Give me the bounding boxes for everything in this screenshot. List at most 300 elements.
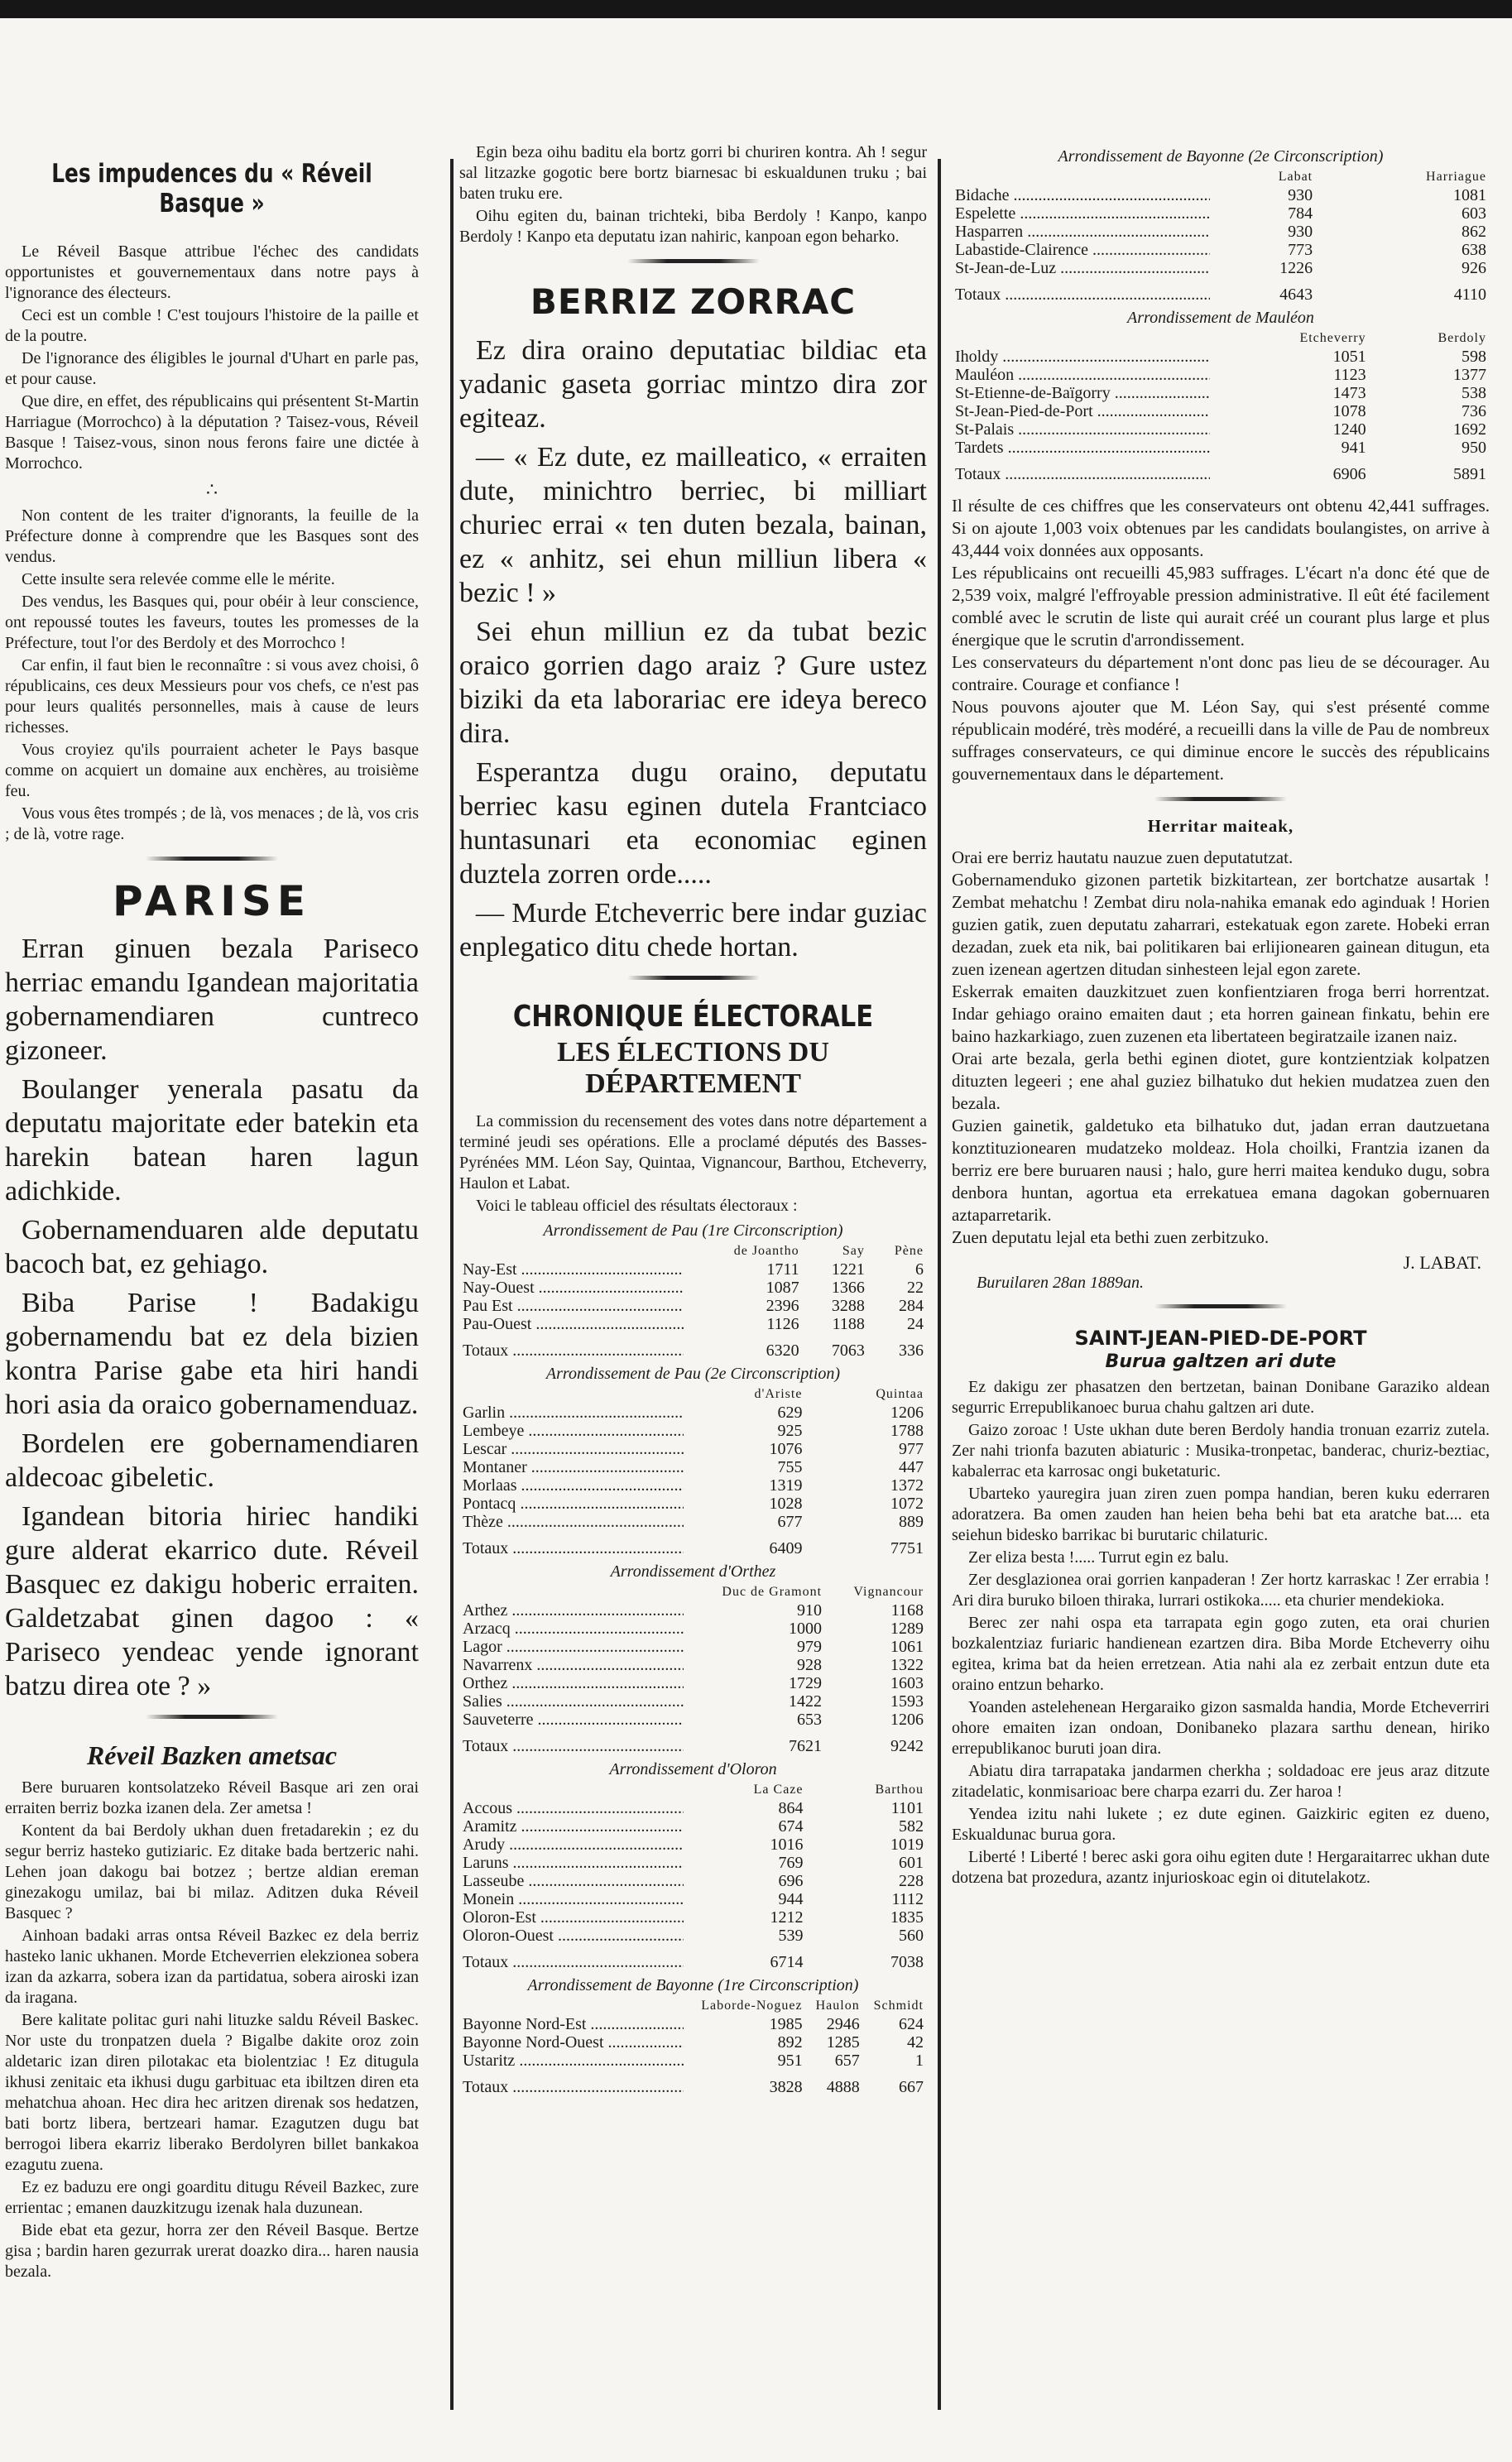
results-table [459, 1242, 927, 1360]
article-body [459, 334, 927, 964]
canton-name: Tardets ..... [952, 439, 1210, 457]
table-row [952, 186, 1490, 204]
vote-count: 1788 [890, 1422, 924, 1440]
table-row [459, 1297, 927, 1315]
vote-count: 1081 [1453, 186, 1486, 204]
table-row [459, 1458, 927, 1476]
canton-name: Garlin ..... [459, 1404, 684, 1422]
paragraph: Erran ginuen bezala Pariseco herriac emandu Igandean majoritatia gobernamendiaren cuntreco gizoneer. [5, 933, 419, 1066]
vote-count: 1711 [766, 1260, 799, 1279]
vote-count: 1422 [789, 1692, 823, 1711]
paragraph: Abiatu dira tarrapataka jandarmen cherkha ; soldadoac ere jeus araz ditzute zitadelatic, konmisarioac bere charpa ezarri du. Zer haroa ! [952, 1762, 1490, 1801]
vote-count: 769 [778, 1854, 804, 1872]
table-title: Arrondissement de Mauléon [1127, 309, 1314, 327]
canton-name: Arudy ..... [459, 1836, 684, 1854]
separator [146, 1715, 278, 1719]
paragraph: Yoanden astelehenean Hergaraiko gizon sasmalda handia, Morde Etcheverriri ohore emaiten izan ondoan, Donibaneko plazara sarthu denean, hiriko errepublikanoc buruti joan dira. [952, 1698, 1490, 1758]
section-subtitle: Burua galtzen ari dute [1105, 1351, 1337, 1372]
canton-name: Bidache ..... [952, 186, 1210, 204]
table-row [952, 402, 1490, 420]
total-label: Totaux ..... [952, 457, 1210, 483]
vote-count: 1123 [1333, 366, 1366, 384]
column-header: Quintaa [876, 1387, 924, 1401]
table-header [952, 168, 1490, 186]
table-total-row [459, 1531, 927, 1557]
paragraph: Gaizo zoroac ! Uste ukhan dute beren Berdoly handia tronuan ezarriz zutela. Zer nahi trionfa bazuten abiaturic : Musika-tronpetac, banderac, churiz-beztiac, kabalerrac eta karrosac ongi buketaturic. [952, 1421, 1490, 1481]
paragraph: Vous croyiez qu'ils pourraient acheter le Pays basque comme on acquiert un domaine aux enchères, au troisième feu. [5, 741, 419, 800]
table-row [459, 1692, 927, 1711]
paragraph: Cette insulte sera relevée comme elle le mérite. [22, 570, 335, 588]
paragraph: Berec zer nahi ospa eta tarrapata egin gogo zuten, eta orai churien bozkalentziaz furiaric handienean ezartzen dira. Biba Morde Etcheverry oihu egitea, krima bat da heien erretzean. Atia nahi ala ez zerbait entzun dute eta oraino entzun beharko. [952, 1614, 1490, 1694]
table-row [459, 1620, 927, 1638]
table-total-row [459, 1729, 927, 1755]
vote-count: 629 [777, 1404, 803, 1422]
vote-count: 24 [907, 1315, 924, 1333]
canton-name: Sauveterre ..... [459, 1711, 684, 1729]
vote-count: 674 [778, 1817, 804, 1836]
table-row [952, 223, 1490, 241]
vote-count: 977 [899, 1440, 924, 1458]
canton-name: Laruns ..... [459, 1854, 684, 1872]
total-value: 7038 [890, 1953, 924, 1971]
total-value: 6409 [769, 1539, 803, 1557]
total-value: 7751 [890, 1539, 924, 1557]
vote-count: 1319 [769, 1476, 803, 1495]
canton-name: Orthez ..... [459, 1674, 684, 1692]
results-table [459, 1385, 927, 1557]
date-line: Buruilaren 28an 1889an. [977, 1274, 1145, 1292]
column-rule [938, 159, 941, 2410]
paragraph: Egin beza oihu baditu ela bortz gorri bi churiren kontra. Ah ! segur sal litzazke gogotic bere bortz biarnesac bi eskualdunen truku ; bai baten truku ere. [459, 143, 927, 203]
paragraph: Ceci est un comble ! C'est toujours l'histoire de la paille et de la poutre. [5, 306, 419, 345]
vote-count: 2946 [826, 2015, 860, 2033]
table-total-row [459, 1945, 927, 1971]
paragraph: Car enfin, il faut bien le reconnaître : si vous avez choisi, ô républicains, ces deux Messieurs pour vos chefs, ce n'est pas pour leurs qualités personnelles, mais à cause de leurs richesses. [5, 656, 419, 737]
article-body [5, 506, 419, 845]
vote-count: 864 [778, 1799, 804, 1817]
paragraph: Esperantza dugu oraino, deputatu berriec kasu eginen dutela Frantciaco huntasunari eta economiac eginen duztela zorren orde..... [459, 757, 927, 890]
paragraph: Bide ebat eta gezur, horra zer den Réveil Basque. Bertze gisa ; bardin haren gezurrak urerat doazko dira... haren nausia bezala. [5, 2221, 419, 2281]
table-title: Arrondissement de Pau (2e Circonscription) [545, 1365, 841, 1383]
paragraph: — « Ez dute, ez mailleatico, « erraiten dute, minichtro berriec, bi milliart churiec errai « ten duten bezala, bainan, ez « anhitz, sei ehun milliun libera « bezic ! » [459, 442, 927, 608]
total-value: 6320 [766, 1341, 799, 1360]
total-label: Totaux ..... [459, 1531, 684, 1557]
article-body [952, 1377, 1490, 1888]
table-row [459, 1279, 927, 1297]
section-title: BERRIZ ZORRAC [530, 281, 857, 322]
paragraph: Guzien gainetik, galdetuko eta bilhatuko dut, jadan erran dautzuetana konztituzionearen mudatzeko moldeaz. Hola choilki, Frantzia izanen da berriz ere bere buruaren nausi ; halo, gure herri maitea kenduko dugu, sobra denbora huntan, agortua eta errekatuea emana dagokan gobernuaren aztaparretarik. [952, 1116, 1490, 1225]
paragraph: Gobernamenduaren alde deputatu bacoch bat, ez gehiago. [5, 1215, 419, 1279]
vote-count: 1087 [766, 1279, 799, 1297]
vote-count: 941 [1341, 439, 1366, 457]
vote-count: 862 [1462, 223, 1486, 241]
ornament: ∴ [206, 479, 218, 500]
table-row [952, 204, 1490, 223]
column-header: de Joantho [733, 1244, 799, 1258]
table-header [459, 1385, 927, 1404]
vote-count: 1603 [890, 1674, 924, 1692]
canton-name: Salies ..... [459, 1692, 684, 1711]
total-value: 5891 [1453, 465, 1486, 483]
paragraph: Eskerrak emaiten dauzkitzuet zuen konfientziaren froga berri horrentzat. Indar gehiago oraino emaiten daut ; eta horren gainean finkatu, behin ere baino hazkarkiago, zuen zuzenen eta libertateen begiratzaile izanen naiz. [952, 981, 1490, 1046]
table-row [459, 1476, 927, 1495]
table-header [952, 329, 1490, 348]
vote-count: 1206 [890, 1404, 924, 1422]
column-header: Vignancour [853, 1585, 924, 1599]
table-row [459, 1854, 927, 1872]
paragraph: Que dire, en effet, des républicains qui présentent St-Martin Harriague (Morrochco) à la députation ? Taisez-vous, Réveil Basque ! Taisez-vous, sinon nous ferons faire une dictée à Morrochco. [5, 392, 419, 473]
table-header [459, 1583, 927, 1601]
paragraph: Voici le tableau officiel des résultats électoraux : [476, 1197, 798, 1215]
vote-count: 950 [1462, 439, 1486, 457]
table-row [459, 1711, 927, 1729]
table-row [459, 2052, 927, 2070]
total-label: Totaux ..... [459, 1945, 684, 1971]
vote-count: 582 [899, 1817, 924, 1836]
paragraph: Sei ehun milliun ez da tubat bezic oraico gorrien dago araiz ? Gure ustez biziki da eta laborariac ere ideya bereco dira. [459, 617, 927, 749]
table-total-row [952, 457, 1490, 483]
vote-count: 1985 [769, 2015, 803, 2033]
paragraph: Bordelen ere gobernamendiaren aldecoac gibeletic. [5, 1428, 419, 1493]
paragraph: Ainhoan badaki arras ontsa Réveil Bazkec ez dela berriz hasteko lanic ukhanen. Morde Etcheverrien elekzionea sobera izan da azkarra, sobera izan da partidatua, sobera airoski izan da iragana. [5, 1927, 419, 2007]
column-header: Pène [894, 1244, 924, 1258]
vote-count: 1051 [1332, 348, 1366, 366]
vote-count: 1000 [789, 1620, 823, 1638]
vote-count: 944 [778, 1890, 804, 1908]
canton-name: Espelette ..... [952, 204, 1210, 223]
article-body [952, 495, 1490, 785]
paragraph: La commission du recensement des votes dans notre département a terminé jeudi ses opérations. Elle a proclamé députés des Basses-Pyrénées MM. Léon Say, Quintaa, Vignancour, Barthou, Etcheverry, Haulon et Labat. [459, 1112, 927, 1193]
table-row [952, 348, 1490, 366]
vote-count: 1212 [770, 1908, 804, 1927]
canton-name: Labastide-Clairence ..... [952, 241, 1210, 259]
results-table [459, 1583, 927, 1755]
vote-count: 736 [1462, 402, 1486, 420]
column-header: Barthou [875, 1783, 924, 1797]
table-row [459, 1817, 927, 1836]
vote-count: 284 [899, 1297, 924, 1315]
vote-count: 1126 [766, 1315, 799, 1333]
section-title: PARISE [112, 877, 312, 925]
paragraph: Ez ez baduzu ere ongi goarditu ditugu Réveil Bazkec, zure errientac ; emanen dauzkitzugu izenak hala duzunean. [5, 2178, 419, 2217]
canton-name: Iholdy ..... [952, 348, 1210, 366]
vote-count: 925 [777, 1422, 803, 1440]
section-title: Herritar maiteak, [1147, 816, 1294, 836]
vote-count: 6 [915, 1260, 924, 1279]
paragraph: Orai ere berriz hautatu nauzue zuen deputatutzat. [952, 847, 1294, 867]
total-label: Totaux ..... [459, 2070, 684, 2096]
column-header: Etcheverry [1299, 331, 1366, 345]
canton-name: Hasparren ..... [952, 223, 1210, 241]
vote-count: 1377 [1453, 366, 1486, 384]
paragraph: Boulanger yenerala pasatu da deputatu majoritate eder batekin eta harekin batean haren lagun adichkide. [5, 1074, 419, 1207]
vote-count: 560 [899, 1927, 924, 1945]
total-value: 9242 [890, 1737, 924, 1755]
vote-count: 1101 [890, 1799, 924, 1817]
vote-count: 1285 [826, 2033, 860, 2052]
vote-count: 1729 [789, 1674, 823, 1692]
vote-count: 1835 [890, 1908, 924, 1927]
table-row [459, 1872, 927, 1890]
total-value: 336 [899, 1341, 924, 1360]
canton-name: Nay-Est ..... [459, 1260, 684, 1279]
separator [627, 259, 760, 263]
canton-name: St-Palais ..... [952, 420, 1210, 439]
column-header: d'Ariste [754, 1387, 803, 1401]
canton-name: Thèze ..... [459, 1513, 684, 1531]
table-title: Arrondissement d'Orthez [610, 1562, 776, 1581]
total-value: 4643 [1279, 286, 1313, 304]
table-title: Arrondissement de Pau (1re Circonscription) [543, 1221, 843, 1240]
table-row [459, 2033, 927, 2052]
vote-count: 930 [1288, 223, 1313, 241]
canton-name: Oloron-Est ..... [459, 1908, 684, 1927]
table-row [459, 1495, 927, 1513]
column-header: Duc de Gramont [722, 1585, 823, 1599]
article-body [5, 932, 419, 1703]
vote-count: 1206 [890, 1711, 924, 1729]
vote-count: 1016 [770, 1836, 804, 1854]
canton-name: Nay-Ouest ..... [459, 1279, 684, 1297]
vote-count: 784 [1288, 204, 1313, 223]
article-body [459, 1111, 927, 1217]
canton-name: Arzacq ..... [459, 1620, 684, 1638]
canton-name: Aramitz ..... [459, 1817, 684, 1836]
canton-name: Navarrenx ..... [459, 1656, 684, 1674]
vote-count: 3288 [831, 1297, 865, 1315]
canton-name: Pontacq ..... [459, 1495, 684, 1513]
table-row [459, 1799, 927, 1817]
vote-count: 755 [777, 1458, 803, 1476]
canton-name: Morlaas ..... [459, 1476, 684, 1495]
canton-name: Lasseube ..... [459, 1872, 684, 1890]
separator [1154, 797, 1287, 801]
paragraph: Bere buruaren kontsolatzeko Réveil Basque ari zen orai erraiten berriz bozka izanen dela. Zer ametsa ! [5, 1778, 419, 1817]
table-row [952, 420, 1490, 439]
paragraph: Orai arte bezala, gerla bethi eginen diotet, gure kontzientziak kolpatzen dituzten legeeri ; ene ahal guziez bilhatuko dut hekien mudatzea zuen den bezala. [952, 1049, 1490, 1113]
paragraph: Oihu egiten du, bainan trichteki, biba Berdoly ! Kanpo, kanpo Berdoly ! Kanpo eta deputatu izan nahiric, kanpoan egon beharko. [459, 207, 927, 246]
vote-count: 1372 [890, 1476, 924, 1495]
vote-count: 228 [899, 1872, 924, 1890]
paragraph: Le Réveil Basque attribue l'échec des candidats opportunistes et gouvernementaux dans notre pays à l'ignorance des électeurs. [5, 242, 419, 302]
canton-name: Monein ..... [459, 1890, 684, 1908]
paragraph: Ez dira oraino deputatiac bildiac eta yadanic gaseta gorriac mintzo dira zor egiteaz. [459, 335, 927, 434]
table-row [459, 1927, 927, 1945]
vote-count: 1072 [890, 1495, 924, 1513]
results-table [952, 168, 1490, 304]
column-3 [952, 142, 1490, 2393]
paragraph: Liberté ! Liberté ! berec aski gora oihu egiten dute ! Hergaraitarrec ukhan dute dotzena bat prozedura, azantz injurioskoac egin oi ditutelakotz. [952, 1848, 1490, 1887]
paragraph: Gobernamenduko gizonen partetik bizkitartean, zer bortchatze ausartak ! Zembat mehatchu ! Zembat diru nola-nahika emanak edo aginduak ! Horien guzien gatik, zuen deputatu zaharrari, estekatuak egon zarete. Hobeki erran dezadan, zuek eta nik, bai politikaren bai erlijionearen gainean ditugun, eta zuen izenean agertzen ditudan sinhesteen lejal egon zarete. [952, 870, 1490, 979]
separator [1154, 1304, 1287, 1308]
vote-count: 773 [1288, 241, 1313, 259]
vote-count: 42 [907, 2033, 924, 2052]
table-title: Arrondissement d'Oloron [609, 1760, 777, 1778]
table-row [459, 1674, 927, 1692]
table-row [459, 1601, 927, 1620]
results-tables [952, 147, 1490, 483]
table-title: Arrondissement de Bayonne (1re Circonscription) [527, 1976, 859, 1994]
table-row [459, 1908, 927, 1927]
vote-count: 979 [797, 1638, 823, 1656]
vote-count: 624 [899, 2015, 924, 2033]
article-body [952, 847, 1490, 1249]
vote-count: 539 [778, 1927, 804, 1945]
paragraph: Yendea izitu nahi lukete ; ez dute eginen. Gaizkiric egiten ez dueno, Eskualdunac burua gora. [952, 1805, 1490, 1844]
vote-count: 910 [797, 1601, 823, 1620]
vote-count: 1 [915, 2052, 924, 2070]
vote-count: 598 [1462, 348, 1486, 366]
vote-count: 1473 [1332, 384, 1366, 402]
paragraph: Bere kalitate politac guri nahi lituzke saldu Réveil Baskec. Nor uste du tronpatzen duela ? Bigalbe dakite oroz zoin aldetaric izan diren pilotakac eta biolentziac ! Ez ditugula ikhusi zenitaic eta ikhusi dugu garbituac eta ibiltzen diren eta mehatchua ahoan. Hec dira hec aritzen direnak sos hedatzen, bati bortz libera, bertzeari hamar. Ezagutzen dugu bat berrogoi libera ekarriz liberako Berdolyren billet bankakoa ezagutu zuena. [5, 2011, 419, 2174]
vote-count: 1221 [831, 1260, 865, 1279]
table-row [459, 1422, 927, 1440]
canton-name: Ustaritz ..... [459, 2052, 684, 2070]
table-total-row [459, 1333, 927, 1360]
table-title: Arrondissement de Bayonne (2e Circonscription) [1058, 147, 1384, 166]
vote-count: 889 [899, 1513, 924, 1531]
vote-count: 601 [899, 1854, 924, 1872]
vote-count: 1019 [890, 1836, 924, 1854]
table-row [952, 241, 1490, 259]
canton-name: St-Etienne-de-Baïgorry ..... [952, 384, 1210, 402]
table-row [459, 1836, 927, 1854]
table-row [459, 1440, 927, 1458]
column-header: Say [842, 1244, 865, 1258]
total-value: 6906 [1332, 465, 1366, 483]
vote-count: 22 [907, 1279, 924, 1297]
table-row [952, 366, 1490, 384]
column-header: Laborde-Noguez [701, 1999, 803, 2013]
vote-count: 696 [778, 1872, 804, 1890]
canton-name: Arthez ..... [459, 1601, 684, 1620]
table-row [952, 259, 1490, 277]
total-value: 667 [899, 2078, 924, 2096]
vote-count: 1028 [769, 1495, 803, 1513]
total-value: 4888 [826, 2078, 860, 2096]
vote-count: 1226 [1279, 259, 1313, 277]
vote-count: 1078 [1332, 402, 1366, 420]
vote-count: 1240 [1332, 420, 1366, 439]
vote-count: 2396 [766, 1297, 799, 1315]
column-rule [450, 159, 454, 2410]
table-row [952, 439, 1490, 457]
vote-count: 1366 [831, 1279, 865, 1297]
total-value: 7621 [789, 1737, 823, 1755]
canton-name: Bayonne Nord-Est ..... [459, 2015, 684, 2033]
column-header: Berdoly [1438, 331, 1486, 345]
paragraph: Il résulte de ces chiffres que les conservateurs ont obtenu 42,441 suffrages. Si on ajoute 1,003 voix obtenues par les candidats boulangistes, on arrive à 43,444 voix données aux opposants. [952, 496, 1490, 560]
total-value: 6714 [770, 1953, 804, 1971]
paragraph: Les républicains ont recueilli 45,983 suffrages. L'écart n'a donc été que de 2,539 voix, malgré l'effroyable pression administrative. Il eût été facilement comblé avec le scrutin de liste qui aurait créé un courant plus large et plus énergique que le scrutin d'arrondissement. [952, 563, 1490, 650]
canton-name: Lembeye ..... [459, 1422, 684, 1440]
table-header [459, 1997, 927, 2015]
table-header [459, 1781, 927, 1799]
total-value: 7063 [831, 1341, 865, 1360]
table-row [459, 1315, 927, 1333]
vote-count: 538 [1462, 384, 1486, 402]
table-row [459, 1656, 927, 1674]
table-row [459, 1890, 927, 1908]
paragraph: Zer eliza besta !..... Turrut egin ez balu. [968, 1548, 1229, 1567]
separator [627, 976, 760, 980]
vote-count: 1188 [832, 1315, 865, 1333]
table-row [459, 1513, 927, 1531]
vote-count: 930 [1288, 186, 1313, 204]
column-header: Labat [1278, 170, 1313, 184]
column-2 [459, 142, 927, 2393]
table-total-row [952, 277, 1490, 304]
article-body [459, 142, 927, 247]
total-label: Totaux ..... [952, 277, 1210, 304]
paragraph: Des vendus, les Basques qui, pour obéir à leur conscience, ont repoussé toutes les faveurs, toutes les promesses de la Préfecture, tout l'or des Berdoly et des Morrochco ! [5, 593, 419, 652]
column-header: La Caze [753, 1783, 804, 1797]
top-border [0, 0, 1512, 18]
paragraph: Kontent da bai Berdoly ukhan duen fretadarekin ; ez du segur berriz hasteko gutiziaric. Ez ditake bada bertzeric nahi. Lehen joan dakogu bai botzez ; bertze aldian ereman ginezakogu umilaz, bai bi milaz. Aditzen duka Réveil Basquec ? [5, 1821, 419, 1922]
vote-count: 928 [797, 1656, 823, 1674]
vote-count: 638 [1462, 241, 1486, 259]
canton-name: Pau-Ouest ..... [459, 1315, 684, 1333]
section-title: Réveil Bazken ametsac [86, 1740, 338, 1770]
total-label: Totaux ..... [459, 1333, 684, 1360]
column-header: Haulon [815, 1999, 860, 2013]
results-tables [459, 1221, 927, 2096]
column-header: Harriague [1426, 170, 1486, 184]
paragraph: Ubarteko yauregira juan ziren zuen pompa handian, beren kuku ederraren adoratzera. Ba omen zauden han heien beha behi bat eta aratche bat.... eta seiehun bidesko barrikac bi burutaric chilaturic. [952, 1485, 1490, 1544]
canton-name: Lescar ..... [459, 1440, 684, 1458]
article-title: Les impudences du « Réveil Basque » [51, 159, 372, 218]
vote-count: 653 [797, 1711, 823, 1729]
results-table [952, 329, 1490, 483]
section-title: CHRONIQUE ÉLECTORALE [512, 1000, 874, 1034]
results-table [459, 1781, 927, 1971]
canton-name: St-Jean-de-Luz ..... [952, 259, 1210, 277]
paragraph: Zer desglazionea orai gorrien kanpaderan ! Zer hortz karraskac ! Zer errabia ! Ari dira buruko biloen thiraka, lurrari ostikoka..... eta churier mendekioka. [952, 1571, 1490, 1610]
canton-name: Oloron-Ouest ..... [459, 1927, 684, 1945]
vote-count: 447 [899, 1458, 924, 1476]
vote-count: 926 [1462, 259, 1486, 277]
paragraph: Nous pouvons ajouter que M. Léon Say, qui s'est présenté comme républicain modéré, très modéré, a recueilli dans la ville de Pau de nombreux suffrages conservateurs, ce qui diminue encore le succès des républicains gouvernementaux dans le département. [952, 697, 1490, 784]
vote-count: 677 [777, 1513, 803, 1531]
vote-count: 892 [777, 2033, 803, 2052]
vote-count: 1076 [769, 1440, 803, 1458]
vote-count: 1593 [890, 1692, 924, 1711]
vote-count: 951 [777, 2052, 803, 2070]
paragraph: — Murde Etcheverric bere indar guziac enplegatico ditu chede hortan. [459, 898, 927, 962]
vote-count: 1289 [890, 1620, 924, 1638]
table-row [952, 384, 1490, 402]
article-body [5, 242, 419, 474]
vote-count: 1692 [1453, 420, 1486, 439]
vote-count: 1168 [890, 1601, 924, 1620]
canton-name: Bayonne Nord-Ouest ..... [459, 2033, 684, 2052]
vote-count: 603 [1462, 204, 1486, 223]
separator [146, 857, 278, 861]
total-label: Totaux ..... [459, 1729, 684, 1755]
paragraph: Ez dakigu zer phasatzen den bertzetan, bainan Donibane Garaziko aldean segurric Errepublikanoec burua chahu galtzen ari dute. [952, 1378, 1490, 1417]
canton-name: Mauléon ..... [952, 366, 1210, 384]
results-table [459, 1997, 927, 2096]
table-row [459, 1260, 927, 1279]
table-header [459, 1242, 927, 1260]
canton-name: Accous ..... [459, 1799, 684, 1817]
paragraph: Zuen deputatu lejal eta bethi zuen zerbitzuko. [952, 1227, 1270, 1247]
canton-name: Lagor ..... [459, 1638, 684, 1656]
paragraph: Non content de les traiter d'ignorants, la feuille de la Préfecture donne à comprendre que les Basques sont des vendus. [5, 506, 419, 566]
table-row [459, 1638, 927, 1656]
vote-count: 1112 [891, 1890, 924, 1908]
table-row [459, 2015, 927, 2033]
